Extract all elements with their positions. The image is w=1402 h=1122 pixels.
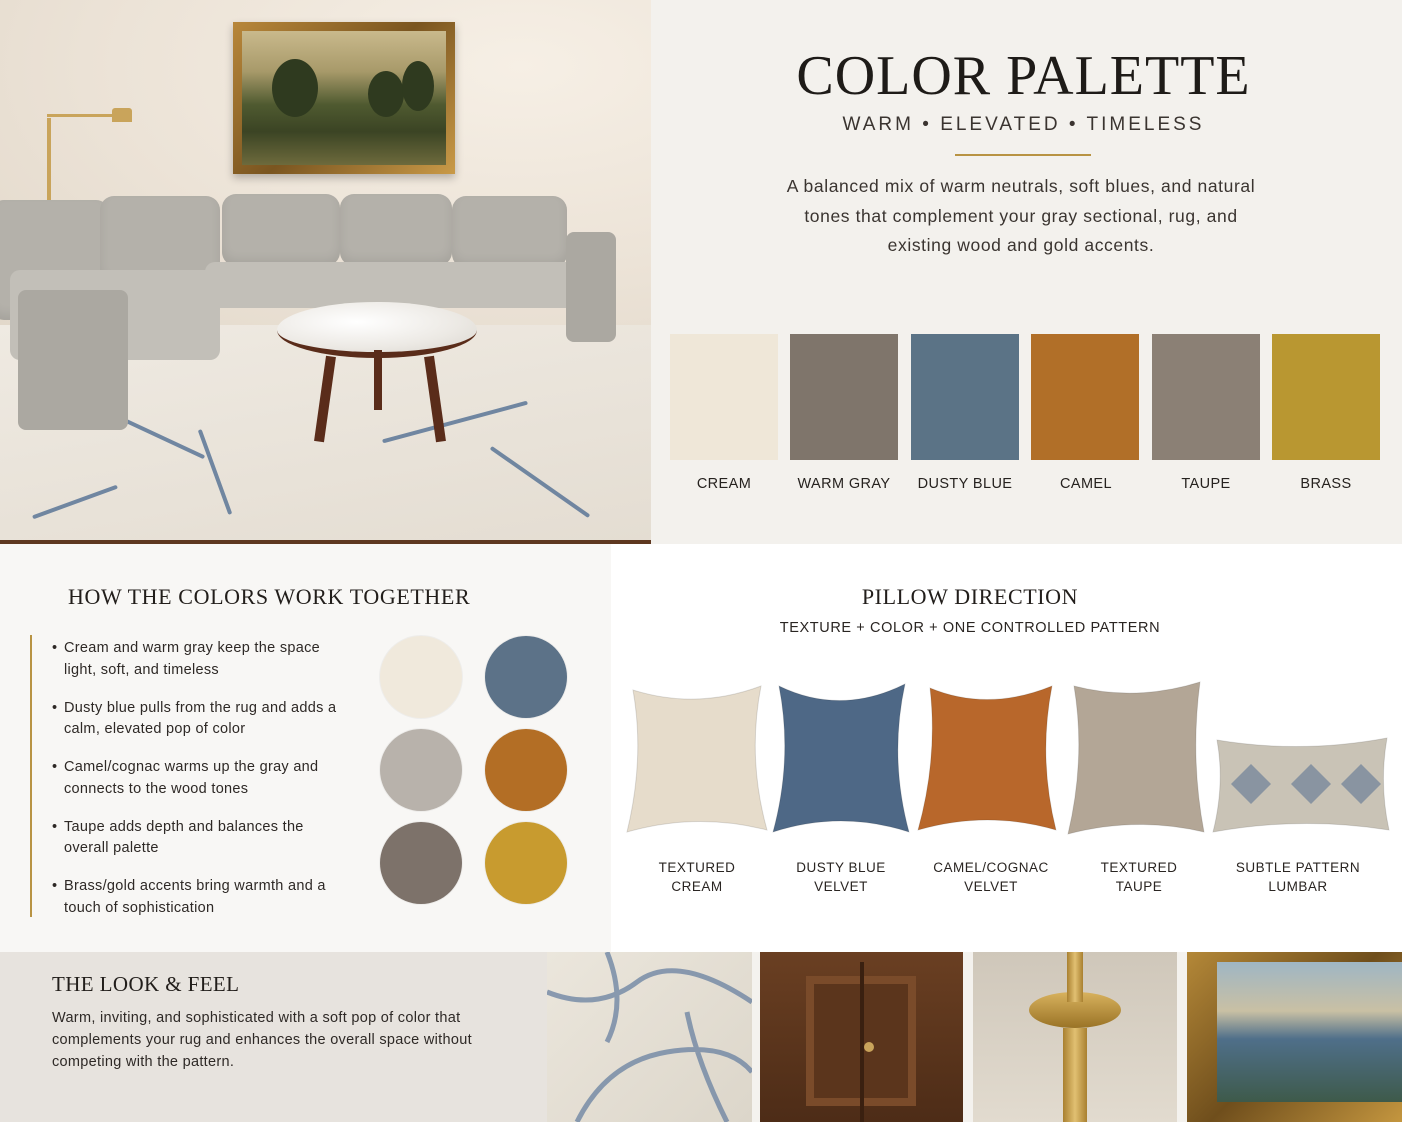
pillow-dusty-blue-velvet — [771, 682, 911, 834]
gold-divider — [955, 154, 1091, 156]
swatch-label: WARM GRAY — [797, 476, 891, 492]
color-dot-brass — [485, 822, 567, 904]
list-item: • Camel/cognac warms up the gray and connects to the wood tones — [52, 757, 352, 800]
swatch-camel — [1031, 334, 1139, 460]
landscape-painting — [233, 22, 455, 174]
pillow-textured-cream — [623, 682, 771, 834]
gold-accent-bar — [30, 635, 32, 917]
swatch-brass — [1272, 334, 1380, 460]
list-item: • Brass/gold accents bring warmth and a touch of sophistication — [52, 876, 352, 919]
pillow-camel-velvet — [916, 682, 1058, 834]
section-subheading: TEXTURE + COLOR + ONE CONTROLLED PATTERN — [779, 620, 1161, 636]
swatch-dusty-blue — [911, 334, 1019, 460]
color-dot-dusty-blue — [485, 636, 567, 718]
list-item: • Cream and warm gray keep the space light, soft, and timeless — [52, 638, 352, 681]
pillow-pattern-lumbar — [1211, 734, 1391, 834]
section-heading: THE LOOK & FEEL — [52, 972, 240, 996]
color-palette-section — [651, 0, 1402, 544]
palette-description: A balanced mix of warm neutrals, soft blues, and natural tones that complement your gray sectional, rug, and existing wood and gold accents. — [786, 176, 1256, 255]
pillow-label: TEXTURED TAUPE — [1100, 860, 1178, 894]
living-room-photo — [0, 0, 651, 544]
pillow-label: CAMEL/COGNAC VELVET — [933, 860, 1049, 894]
pillow-label: SUBTLE PATTERN LUMBAR — [1235, 860, 1361, 894]
swatch-label: CAMEL — [1060, 476, 1112, 492]
look-description: Warm, inviting, and sophisticated with a soft pop of color that complements your rug and enhances the overall space without competing with the pattern. — [52, 1010, 472, 1070]
pillow-label: DUSTY BLUE VELVET — [796, 860, 886, 894]
list-item: • Dusty blue pulls from the rug and adds a calm, elevated pop of color — [52, 698, 352, 741]
palette-subtitle: WARM • ELEVATED • TIMELESS — [842, 114, 1205, 135]
color-dot-warm-gray — [380, 729, 462, 811]
section-heading: HOW THE COLORS WORK TOGETHER — [68, 584, 471, 609]
section-heading: PILLOW DIRECTION — [861, 584, 1079, 609]
wood-cabinet-image — [760, 952, 963, 1122]
swatch-label: TAUPE — [1181, 476, 1231, 492]
swatch-warm-gray — [790, 334, 898, 460]
pillow-label: TEXTURED CREAM — [658, 860, 736, 894]
swatch-label: DUSTY BLUE — [917, 476, 1013, 492]
brass-lamp-image — [973, 952, 1177, 1122]
pillow-textured-taupe — [1066, 680, 1206, 836]
framed-painting-image — [1187, 952, 1402, 1122]
color-notes-list — [52, 638, 352, 936]
color-dot-camel — [485, 729, 567, 811]
swatch-cream — [670, 334, 778, 460]
swatch-label: BRASS — [1300, 476, 1352, 492]
color-dot-taupe — [380, 822, 462, 904]
how-colors-work-section — [0, 544, 611, 952]
color-dot-cream — [380, 636, 462, 718]
swatch-label: CREAM — [696, 476, 752, 492]
list-item: • Taupe adds depth and balances the overall palette — [52, 817, 352, 860]
pillow-direction-section — [611, 544, 1402, 952]
page-title: COLOR PALETTE — [796, 45, 1251, 107]
look-and-feel-section — [0, 952, 547, 1122]
swatch-taupe — [1152, 334, 1260, 460]
rug-texture-image — [547, 952, 752, 1122]
